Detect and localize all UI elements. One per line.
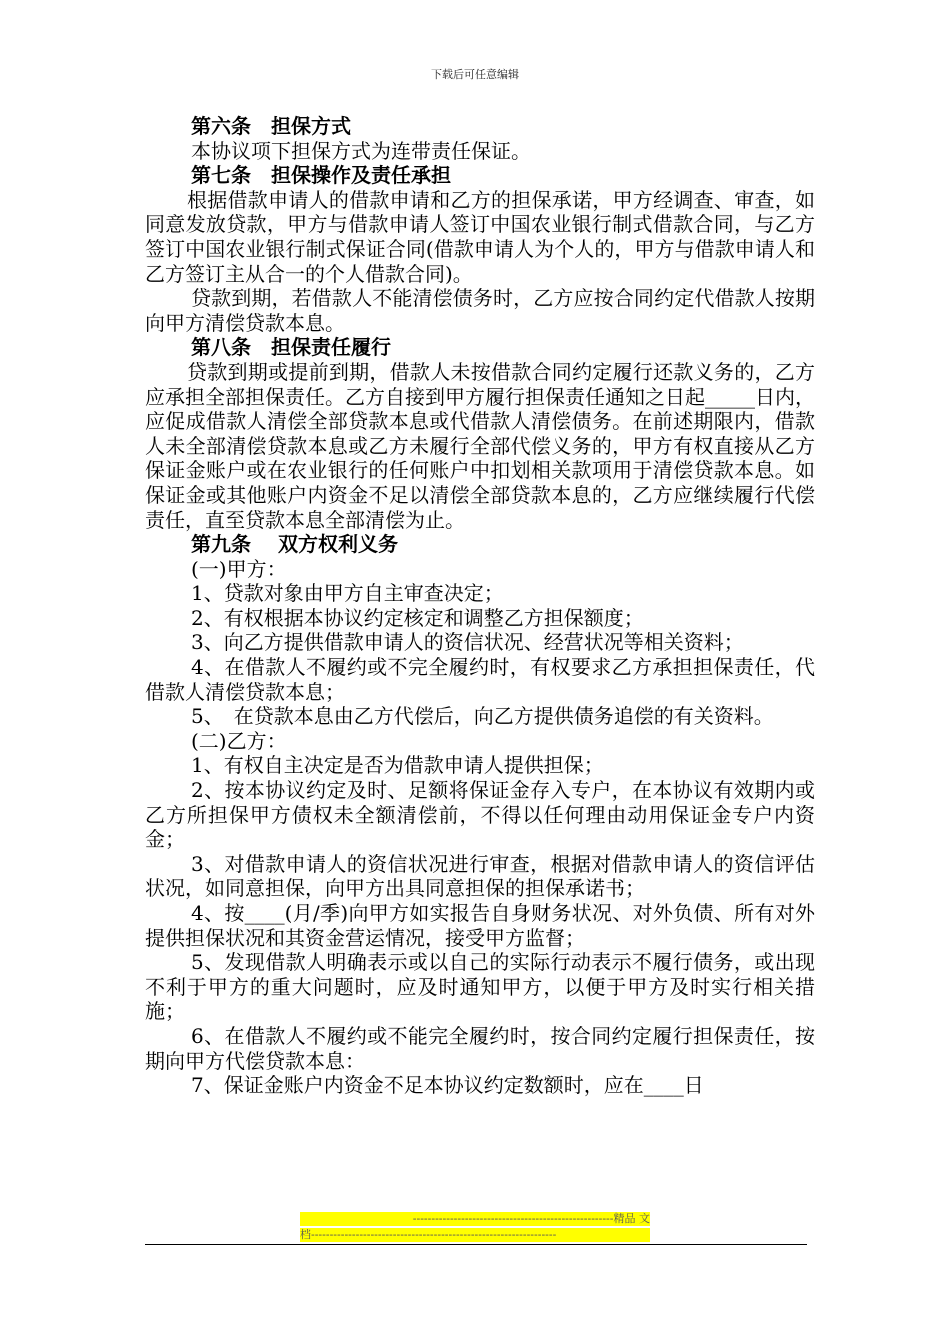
- party-b-item-3: 3、对借款申请人的资信状况进行审查，根据对借款申请人的资信评估状况，如同意担保，向甲方出具同意担保的担保承诺书；: [145, 851, 815, 901]
- party-b-item-4: 4、按____(月/季)向甲方如实报告自身财务状况、对外负债、所有对外提供担保状况和其资金营运情况，接受甲方监督；: [145, 901, 815, 950]
- article-7-heading: 第七条 担保操作及责任承担: [191, 163, 451, 188]
- party-b-item-6: 6、在借款人不履约或不能完全履约时，按合同约定履行担保责任，按期向甲方代偿贷款本息：: [145, 1023, 815, 1073]
- article-7-paragraph-1: 根据借款申请人的借款申请和乙方的担保承诺，甲方经调查、审查，如同意发放贷款，甲方与借款申请人签订中国农业银行制式借款合同，与乙方签订中国农业银行制式保证合同(借款申请人为个人的，甲方与借款申请人和乙方签订主从合一的个人借款合同)。: [145, 187, 815, 286]
- article-6-heading: 第六条 担保方式: [191, 114, 351, 138]
- page-header-note: 下载后可任意编辑: [431, 68, 519, 81]
- footer-divider: [145, 1244, 807, 1245]
- article-8-heading: 第八条 担保责任履行: [191, 335, 391, 360]
- party-a-item-3: 3、向乙方提供借款申请人的资信状况、经营状况等相关资料；: [191, 630, 744, 655]
- party-a-item-5: 5、 在贷款本息由乙方代偿后，向乙方提供债务追偿的有关资料。: [191, 704, 774, 729]
- party-a-heading: (一)甲方：: [191, 556, 287, 581]
- party-b-item-7: 7、保证金账户内资金不足本协议约定数额时，应在____日: [191, 1073, 704, 1098]
- article-7-paragraph-2: 贷款到期，若借款人不能清偿债务时，乙方应按合同约定代借款人按期向甲方清偿贷款本息。: [145, 286, 815, 335]
- party-a-item-4: 4、在借款人不履约或不完全履约时，有权要求乙方承担担保责任，代借款人清偿贷款本息；: [145, 655, 815, 704]
- article-6-text: 本协议项下担保方式为连带责任保证。: [191, 138, 531, 163]
- party-a-item-1: 1、贷款对象由甲方自主审查决定；: [191, 581, 504, 606]
- party-b-item-2: 2、按本协议约定及时、足额将保证金存入专户，在本协议有效期内或乙方所担保甲方债权未全额清偿前，不得以任何理由动用保证金专户内资金；: [145, 778, 815, 852]
- party-b-heading: (二)乙方：: [191, 728, 287, 753]
- party-b-item-5: 5、发现借款人明确表示或以自己的实际行动表示不履行债务，或出现不利于甲方的重大问题时，应及时通知甲方，以便于甲方及时实行相关措施；: [145, 950, 815, 1024]
- article-8-paragraph: 贷款到期或提前到期，借款人未按借款合同约定履行还款义务的，乙方应承担全部担保责任。乙方自接到甲方履行担保责任通知之日起_____日内，应促成借款人清偿全部贷款本息或代借款人清偿债务。在前述期限内，借款人未全部清偿贷款本息或乙方未履行全部代偿义务的，甲方有权直接从乙方保证金账户或在农业银行的任何账户中扣划相关款项用于清偿贷款本息。如保证金或其他账户内资金不足以清偿全部贷款本息的，乙方应继续履行代偿责任，直至贷款本息全部清偿为止。: [145, 359, 815, 532]
- article-9-heading: 第九条 双方权利义务: [191, 532, 398, 557]
- party-a-item-2: 2、有权根据本协议约定核定和调整乙方担保额度；: [191, 605, 644, 630]
- footer-watermark-line-1: ------------------------------------------------------精品 文: [300, 1212, 650, 1226]
- footer-watermark-line-2: 档------------------------------------------------------------------: [300, 1228, 650, 1242]
- party-b-item-1: 1、有权自主决定是否为借款申请人提供担保；: [191, 753, 604, 778]
- document-body: [145, 114, 815, 1098]
